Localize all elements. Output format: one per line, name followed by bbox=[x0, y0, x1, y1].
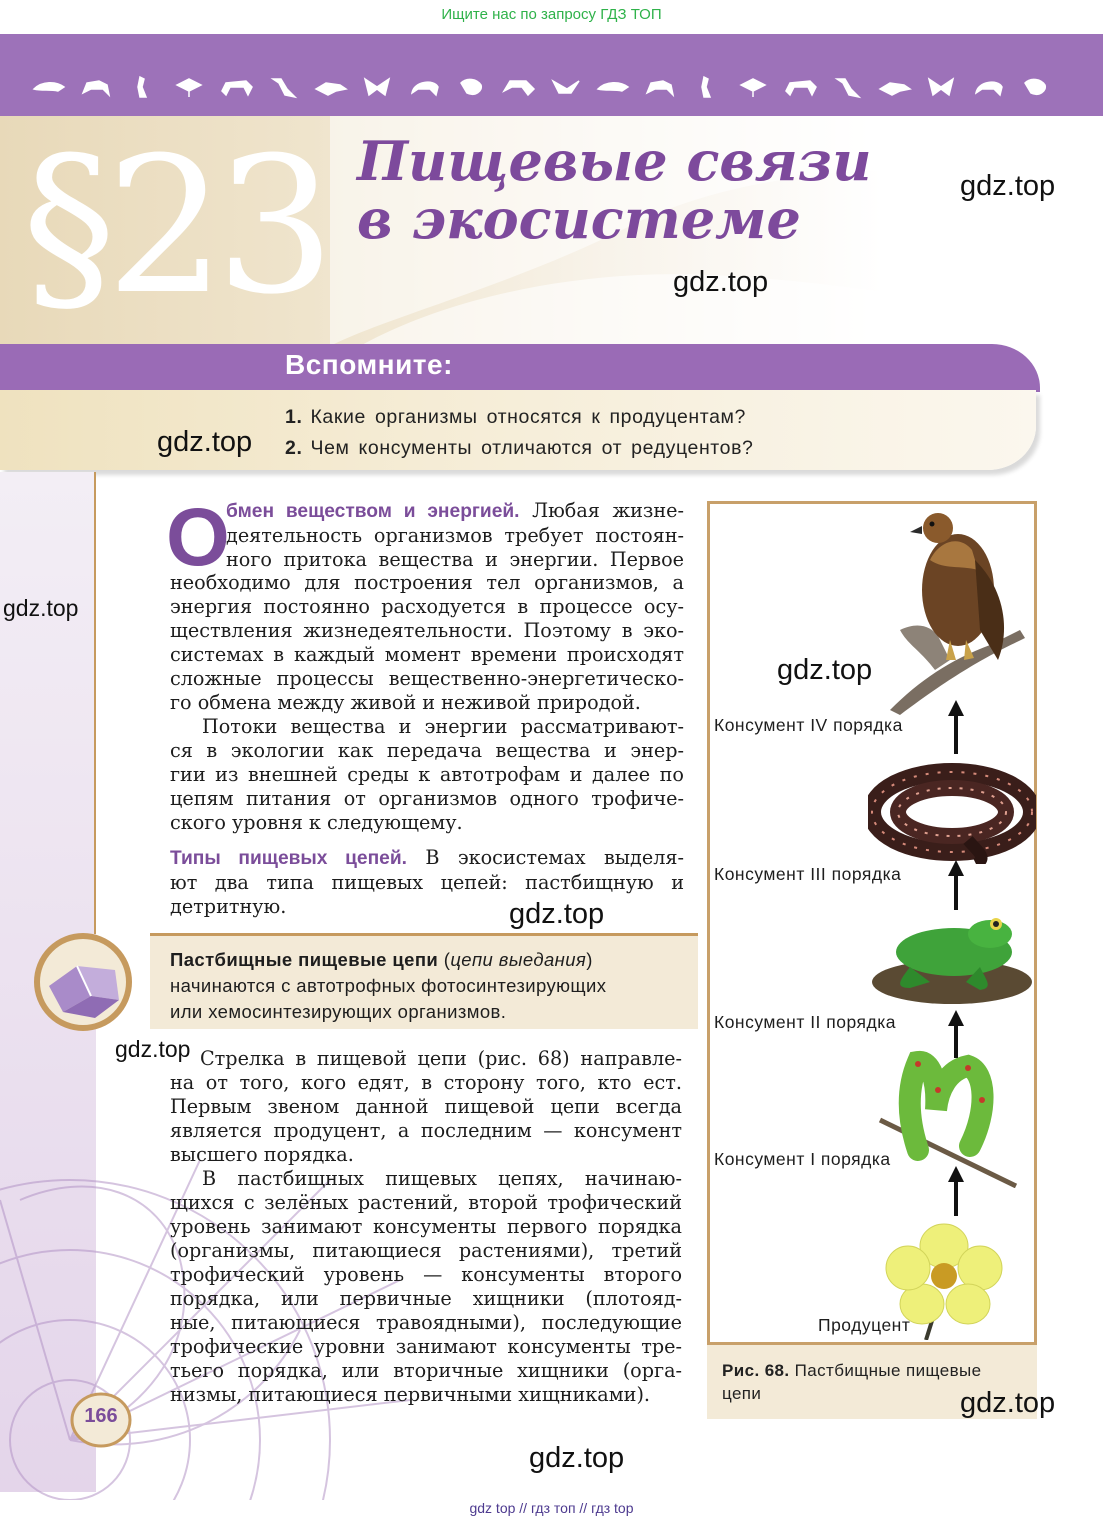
types-paragraph: Типы пищевых цепей. В экосистемах выделя- ют два типа пищевых цепей: пастбищную и детритную. bbox=[170, 846, 684, 918]
animal-silhouette-icon bbox=[220, 75, 254, 99]
watermark: gdz.top bbox=[509, 898, 605, 930]
drop-cap: О bbox=[166, 492, 230, 583]
animal-silhouette-strip bbox=[0, 34, 1103, 116]
arrow-up-icon bbox=[948, 700, 964, 754]
level-consumer-4: Консумент IV порядка bbox=[714, 715, 903, 735]
animal-silhouette-icon bbox=[972, 75, 1006, 99]
animal-silhouette-icon bbox=[690, 75, 724, 99]
frog-illustration bbox=[870, 912, 1035, 1008]
top-search-note: Ищите нас по запросу ГДЗ ТОП bbox=[441, 6, 662, 23]
animal-silhouette-icon bbox=[79, 75, 113, 99]
chapter-title bbox=[357, 129, 872, 251]
definition-term: Пастбищные пищевые цепи bbox=[170, 949, 439, 970]
watermark: gdz.top bbox=[3, 595, 79, 621]
figure-caption: Рис. 68. Пастбищные пищевые цепи bbox=[722, 1361, 982, 1403]
watermark: gdz.top bbox=[157, 426, 253, 458]
animal-silhouette-icon bbox=[408, 75, 442, 99]
animal-silhouette-icon bbox=[314, 75, 348, 99]
watermark: gdz.top bbox=[777, 654, 873, 686]
animal-silhouette-icon bbox=[1019, 75, 1053, 99]
arrow-up-icon bbox=[948, 860, 964, 910]
watermark: gdz.top bbox=[960, 170, 1056, 202]
animal-silhouette-icon bbox=[831, 75, 865, 99]
arrow-up-icon bbox=[948, 1010, 964, 1058]
animal-silhouette-icon bbox=[126, 75, 160, 99]
intro-first-line: бмен веществом и энергией. Любая жизне- деятельность организмов требует постоян- ного притока вещества и энергии. Первое bbox=[226, 499, 684, 571]
definition-text: Пастбищные пищевые цепи (цепи выедания) начинаются с автотрофных фотосинтезирующих или хемосинтезирующих организмов. bbox=[170, 949, 607, 1022]
animal-silhouette-icon bbox=[32, 75, 66, 99]
intro-term: бмен веществом и энергией. bbox=[226, 501, 520, 522]
definition-alt-term: цепи выедания bbox=[450, 949, 587, 970]
body-paragraph-2: Стрелка в пищевой цепи (рис. 68) направле- на от того, кого едят, в сторону того, кто ест. Первым звеном данной пищевой цепи всегда является продуцент, а последним — консумент высшего порядка. В пастбищных пищевых цепях, начинаю- щихся с зелёных растений, второй трофический уровень занимают консументы первого порядка (организмы, питающиеся растениями), третий трофический уровень — консументы второго порядка, или первичные хищники (плотояд- ные, питающиеся травоядными), последующие трофические уровни занимают консументы тре- тьего порядка, или вторичные хищники (орга- низмы, питающиеся первичными хищниками). bbox=[170, 1047, 682, 1406]
animal-silhouette-icon bbox=[784, 75, 818, 99]
eagle-illustration bbox=[880, 510, 1030, 715]
margin-rule bbox=[94, 472, 96, 934]
level-consumer-3: Консумент III порядка bbox=[714, 864, 902, 884]
snake-illustration bbox=[868, 760, 1036, 864]
remember-heading: Вспомните: bbox=[285, 349, 453, 380]
watermark: gdz.top bbox=[115, 1036, 191, 1062]
animal-silhouette-icon bbox=[925, 75, 959, 99]
level-consumer-1: Консумент I порядка bbox=[714, 1149, 891, 1169]
animal-silhouette-icon bbox=[267, 75, 301, 99]
intro-paragraph: необходимо для построения тел организмов, а энергия постоянно расходуется в процессе осу- ществления жизнедеятельности. Поэтому в эко- системах в каждый момент времени происходят сложные процессы вещественно-энергетическо- го обмена между живой и неживой природой. Потоки вещества и энергии рассматривают- ся в экологии как передача вещества и энер- гии из внешней среды к автотрофам и далее по цепям питания от организмов одного трофиче- ского уровня к следующему. bbox=[170, 571, 684, 834]
paragraph-number: §23 bbox=[22, 117, 326, 336]
animal-silhouette-icon bbox=[361, 75, 395, 99]
arrow-up-icon bbox=[948, 1166, 964, 1216]
animal-silhouette-icon bbox=[502, 75, 536, 99]
watermark: gdz.top bbox=[673, 266, 769, 298]
footer-links: gdz top // гдз топ // гдз top bbox=[469, 1500, 634, 1516]
animal-silhouette-icon bbox=[549, 75, 583, 99]
animal-silhouette-icon bbox=[455, 75, 489, 99]
animal-silhouette-icon bbox=[878, 75, 912, 99]
page-number: 166 bbox=[84, 1405, 118, 1427]
level-producer: Продуцент bbox=[818, 1315, 911, 1335]
animal-silhouette-icon bbox=[173, 75, 207, 99]
question-1: 1. Какие организмы относятся к продуцентам? bbox=[285, 406, 746, 428]
level-consumer-2: Консумент II порядка bbox=[714, 1012, 896, 1032]
title-line-2: в экосистеме bbox=[357, 187, 801, 251]
animal-silhouette-icon bbox=[596, 75, 630, 99]
types-term: Типы пищевых цепей. bbox=[170, 848, 407, 869]
open-book-icon bbox=[33, 930, 133, 1040]
animal-silhouette-icon bbox=[643, 75, 677, 99]
question-2: 2. Чем консументы отличаются от редуцентов? bbox=[285, 437, 754, 459]
animal-silhouette-icon bbox=[737, 75, 771, 99]
title-line-1: Пищевые связи bbox=[357, 129, 872, 193]
watermark: gdz.top bbox=[960, 1387, 1056, 1419]
remember-band bbox=[0, 344, 1040, 392]
watermark: gdz.top bbox=[529, 1442, 625, 1474]
